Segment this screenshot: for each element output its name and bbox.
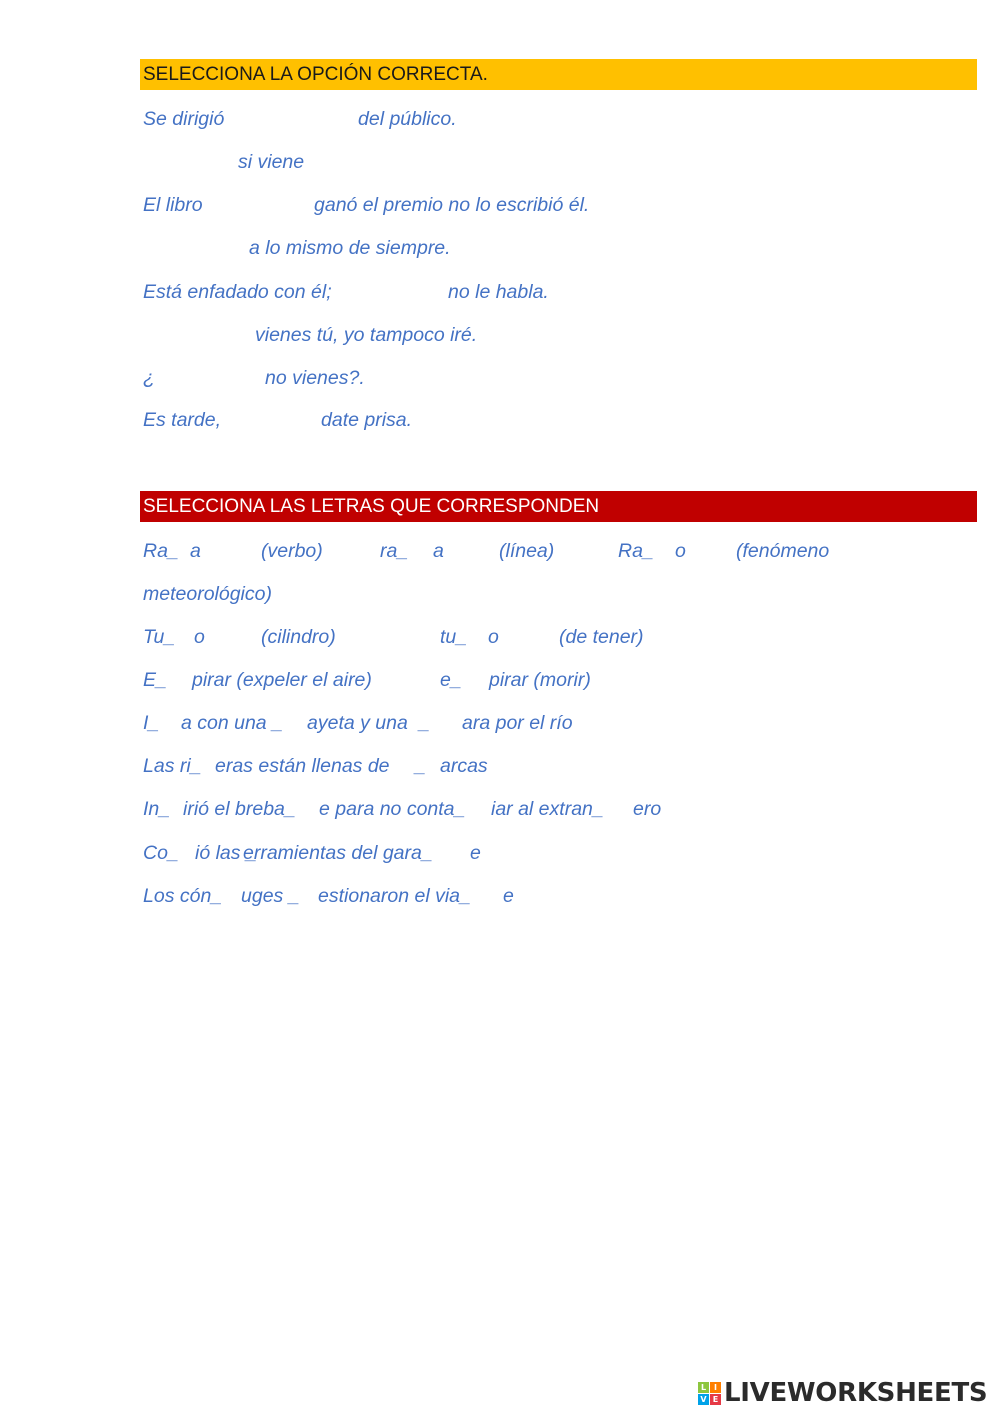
exercise-2-line-4-text-2: pirar (expeler el aire) (192, 669, 372, 691)
exercise-2-line-6-text-2: eras están llenas de (215, 755, 390, 777)
exercise-2-line-6-text-4: arcas (440, 755, 488, 777)
exercise-2-line-3-text-3: (cilindro) (261, 626, 336, 648)
exercise-2-line-1-text-1: Ra_ (143, 540, 179, 562)
exercise-1-line-8-text-2: date prisa. (321, 409, 413, 431)
exercise-2-line-1-text-4: ra_ (380, 540, 409, 562)
exercise-1-line-3-text-1: El libro (143, 194, 203, 216)
section-2-title: SELECCIONA LAS LETRAS QUE CORRESPONDEN (140, 491, 977, 522)
exercise-2-line-3-text-5: o (488, 626, 499, 648)
exercise-2-line-8-text-1: Co_ (143, 842, 179, 864)
logo-letter-e: E (710, 1394, 721, 1405)
exercise-1-line-2-text-1: si viene (238, 151, 305, 173)
exercise-1-line-6-text-1: vienes tú, yo tampoco iré. (255, 324, 478, 346)
exercise-1-line-8-text-1: Es tarde, (143, 409, 222, 431)
exercise-2-line-7-text-1: In_ (143, 798, 171, 820)
exercise-2-line-9-text-2: uges _ (241, 885, 300, 907)
exercise-1-line-1-text-2: del público. (358, 108, 457, 130)
exercise-2-line-6-text-3: _ (415, 755, 426, 777)
exercise-2-line-1-text-3: (verbo) (261, 540, 323, 562)
exercise-1-line-7-text-2: no vienes?. (265, 367, 365, 389)
exercise-2-line-1-text-6: (línea) (499, 540, 555, 562)
exercise-2-line-5-text-4: _ (419, 712, 430, 734)
exercise-1-line-5-text-2: no le habla. (448, 281, 549, 303)
exercise-2-line-1-text-7: Ra_ (618, 540, 654, 562)
exercise-2-line-8-text-4: e (470, 842, 481, 864)
exercise-2-line-3-text-6: (de tener) (559, 626, 644, 648)
exercise-2-line-3-text-2: o (194, 626, 205, 648)
exercise-2-line-1-text-2: a (190, 540, 201, 562)
exercise-2-line-8-text-3: erramientas del gara_ (243, 842, 433, 864)
exercise-2-line-1-text-9: (fenómeno (736, 540, 830, 562)
exercise-1-line-5-text-1: Está enfadado con él; (143, 281, 332, 303)
exercise-2-line-5-text-2: a con una _ (181, 712, 283, 734)
exercise-2-line-8-text-2: ió las _ (195, 842, 257, 864)
exercise-2-line-2-text-1: meteorológico) (143, 583, 272, 605)
logo-letter-i: I (710, 1382, 721, 1393)
exercise-2-line-7-text-5: ero (633, 798, 662, 820)
exercise-1-line-1-text-1: Se dirigió (143, 108, 225, 130)
exercise-2-line-3-text-4: tu_ (440, 626, 468, 648)
exercise-2-line-4-text-1: E_ (143, 669, 167, 691)
logo-letter-v: V (698, 1394, 709, 1405)
exercise-1-line-7-text-1: ¿ (143, 367, 155, 389)
exercise-1-line-3-text-2: ganó el premio no lo escribió él. (314, 194, 590, 216)
logo-mark-icon (698, 1382, 721, 1405)
exercise-2-line-7-text-2: irió el breba_ (183, 798, 296, 820)
exercise-2-line-9-text-4: e (503, 885, 514, 907)
exercise-2-line-9-text-3: estionaron el via_ (318, 885, 471, 907)
exercise-2-line-5-text-3: ayeta y una (307, 712, 408, 734)
exercise-2-line-7-text-3: e para no conta_ (319, 798, 466, 820)
logo-letter-l: L (698, 1382, 709, 1393)
exercise-2-line-1-text-5: a (433, 540, 444, 562)
liveworksheets-logo (698, 1377, 987, 1409)
logo-text: LIVEWORKSHEETS (724, 1378, 988, 1408)
exercise-2-line-9-text-1: Los cón_ (143, 885, 223, 907)
section-1-title: SELECCIONA LA OPCIÓN CORRECTA. (140, 59, 977, 90)
exercise-2-line-7-text-4: iar al extran_ (491, 798, 604, 820)
exercise-2-line-6-text-1: Las ri_ (143, 755, 202, 777)
exercise-1-line-4-text-1: a lo mismo de siempre. (249, 237, 451, 259)
exercise-2-line-3-text-1: Tu_ (143, 626, 176, 648)
exercise-2-line-1-text-8: o (675, 540, 686, 562)
exercise-2-line-4-text-4: pirar (morir) (489, 669, 591, 691)
exercise-2-line-5-text-1: I_ (143, 712, 160, 734)
exercise-2-line-5-text-5: ara por el río (462, 712, 573, 734)
exercise-2-line-4-text-3: e_ (440, 669, 462, 691)
